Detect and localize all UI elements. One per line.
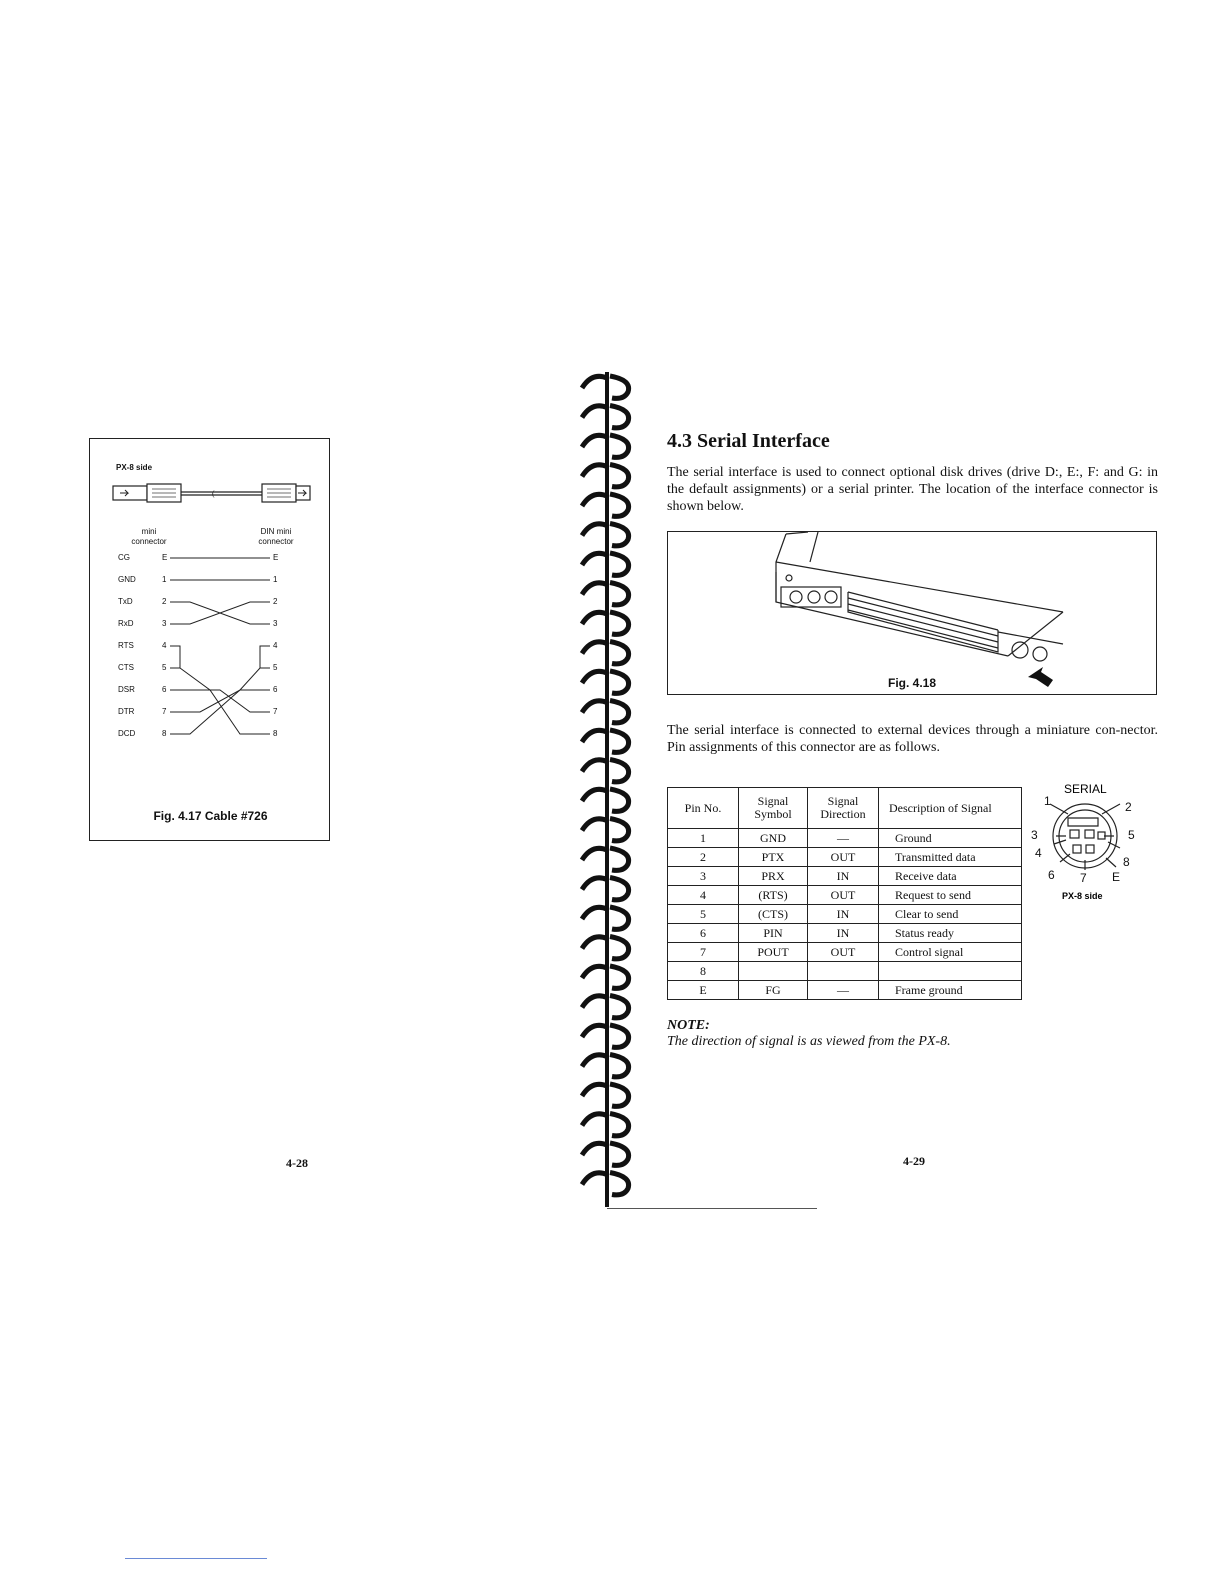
left-pin-8: 8 [162, 729, 167, 738]
description-cell: Frame ground [879, 981, 1022, 1000]
left-pin-7: 7 [162, 707, 167, 716]
direction-cell: IN [808, 924, 879, 943]
pin-cell: 6 [668, 924, 739, 943]
table-row [668, 905, 1022, 924]
left-pin-6: 6 [162, 685, 167, 694]
symbol-cell: PTX [739, 848, 808, 867]
symbol-cell: GND [739, 829, 808, 848]
description-cell: Status ready [879, 924, 1022, 943]
right-pin-2: 2 [273, 597, 278, 606]
symbol-cell: PIN [739, 924, 808, 943]
symbol-cell [739, 962, 808, 981]
right-pin-7: 7 [273, 707, 278, 716]
direction-cell: — [808, 829, 879, 848]
pin-label-4: 4 [1035, 846, 1042, 860]
signal-label-gnd: GND [118, 575, 136, 584]
right-pin-5: 5 [273, 663, 278, 672]
left-pin-4: 4 [162, 641, 167, 650]
pin-label-2: 2 [1125, 800, 1132, 814]
right-pin-e: E [273, 553, 279, 562]
signal-label-dtr: DTR [118, 707, 135, 716]
signal-label-dsr: DSR [118, 685, 135, 694]
signal-label-cg: CG [118, 553, 130, 562]
table-row [668, 829, 1022, 848]
table-header-row [668, 788, 1022, 829]
symbol-cell: (CTS) [739, 905, 808, 924]
serial-title: SERIAL [1064, 782, 1107, 796]
description-cell: Control signal [879, 943, 1022, 962]
description-cell [879, 962, 1022, 981]
direction-cell: IN [808, 905, 879, 924]
col-header-symbol: Signal Symbol [739, 788, 808, 829]
description-cell: Transmitted data [879, 848, 1022, 867]
pin-cell: 2 [668, 848, 739, 867]
left-pin-1: 1 [162, 575, 167, 584]
pin-label-e: E [1112, 870, 1121, 884]
px8-side-label: PX-8 side [116, 463, 153, 472]
cable-726-figure [89, 438, 330, 841]
left-pin-5: 5 [162, 663, 167, 672]
note-title: NOTE: [667, 1018, 710, 1033]
description-cell: Ground [879, 829, 1022, 848]
pin-cell: 8 [668, 962, 739, 981]
right-pin-3: 3 [273, 619, 278, 628]
direction-cell: IN [808, 867, 879, 886]
table-row [668, 981, 1022, 1000]
page-number-right: 4-29 [903, 1154, 925, 1168]
pin-cell: 5 [668, 905, 739, 924]
right-pin-1: 1 [273, 575, 278, 584]
table-row [668, 943, 1022, 962]
direction-cell: OUT [808, 886, 879, 905]
signal-label-rts: RTS [118, 641, 134, 650]
direction-cell [808, 962, 879, 981]
table-row [668, 886, 1022, 905]
description-cell: Request to send [879, 886, 1022, 905]
figure-caption: Fig. 4.17 Cable #726 [153, 809, 268, 823]
signal-label-cts: CTS [118, 663, 134, 672]
pin-cell: 3 [668, 867, 739, 886]
signal-label-dcd: DCD [118, 729, 136, 738]
pin-label-8: 8 [1123, 855, 1130, 869]
right-pin-8: 8 [273, 729, 278, 738]
figure-caption: Fig. 4.18 [888, 676, 937, 690]
pin-cell: 4 [668, 886, 739, 905]
mini-connector-label: mini connector [131, 527, 167, 546]
signal-label-rxd: RxD [118, 619, 134, 628]
serial-connector-diagram [1028, 782, 1138, 907]
svg-text:(: ( [212, 489, 215, 498]
description-cell: Clear to send [879, 905, 1022, 924]
direction-cell: — [808, 981, 879, 1000]
spiral-binding [560, 352, 660, 1212]
pin-label-1: 1 [1044, 794, 1051, 808]
binding-bottom-rule [607, 1208, 817, 1209]
direction-cell: OUT [808, 943, 879, 962]
pin-label-6: 6 [1048, 868, 1055, 882]
symbol-cell: PRX [739, 867, 808, 886]
left-pin-e: E [162, 553, 168, 562]
serial-port-location-figure [667, 531, 1157, 695]
pin-label-7: 7 [1080, 871, 1087, 885]
right-pin-6: 6 [273, 685, 278, 694]
footer-line [125, 1558, 267, 1559]
left-pin-3: 3 [162, 619, 167, 628]
px8-side-label: PX-8 side [1062, 891, 1103, 901]
symbol-cell: FG [739, 981, 808, 1000]
device-illustration [668, 532, 1156, 694]
symbol-cell: (RTS) [739, 886, 808, 905]
direction-cell: OUT [808, 848, 879, 867]
pin-label-5: 5 [1128, 828, 1135, 842]
left-pin-2: 2 [162, 597, 167, 606]
signal-label-txd: TxD [118, 597, 133, 606]
description-cell: Receive data [879, 867, 1022, 886]
wiring-diagram [90, 439, 331, 769]
table-row [668, 924, 1022, 943]
table-row [668, 867, 1022, 886]
right-pin-4: 4 [273, 641, 278, 650]
note-text: The direction of signal is as viewed from the PX-8. [667, 1034, 951, 1049]
pin-cell: E [668, 981, 739, 1000]
intro-paragraph: The serial interface is used to connect optional disk drives (drive D:, E:, F: and G: in the default assignments) or a serial printer. The location of the interface connector is shown below. [667, 465, 1158, 514]
pin-cell: 1 [668, 829, 739, 848]
pin-label-3: 3 [1031, 828, 1038, 842]
connector-paragraph: The serial interface is connected to external devices through a miniature con-nector. Pin assignments of this connector are as follows. [667, 723, 1158, 755]
pin-assignment-table [667, 787, 1022, 1000]
col-header-pin: Pin No. [668, 788, 739, 829]
table-row [668, 848, 1022, 867]
pin-cell: 7 [668, 943, 739, 962]
col-header-direction: Signal Direction [808, 788, 879, 829]
din-connector-label: DIN mini connector [258, 527, 294, 546]
table-row [668, 962, 1022, 981]
section-title: 4.3 Serial Interface [667, 430, 830, 452]
col-header-description: Description of Signal [879, 788, 1022, 829]
page-number-left: 4-28 [286, 1156, 308, 1170]
symbol-cell: POUT [739, 943, 808, 962]
